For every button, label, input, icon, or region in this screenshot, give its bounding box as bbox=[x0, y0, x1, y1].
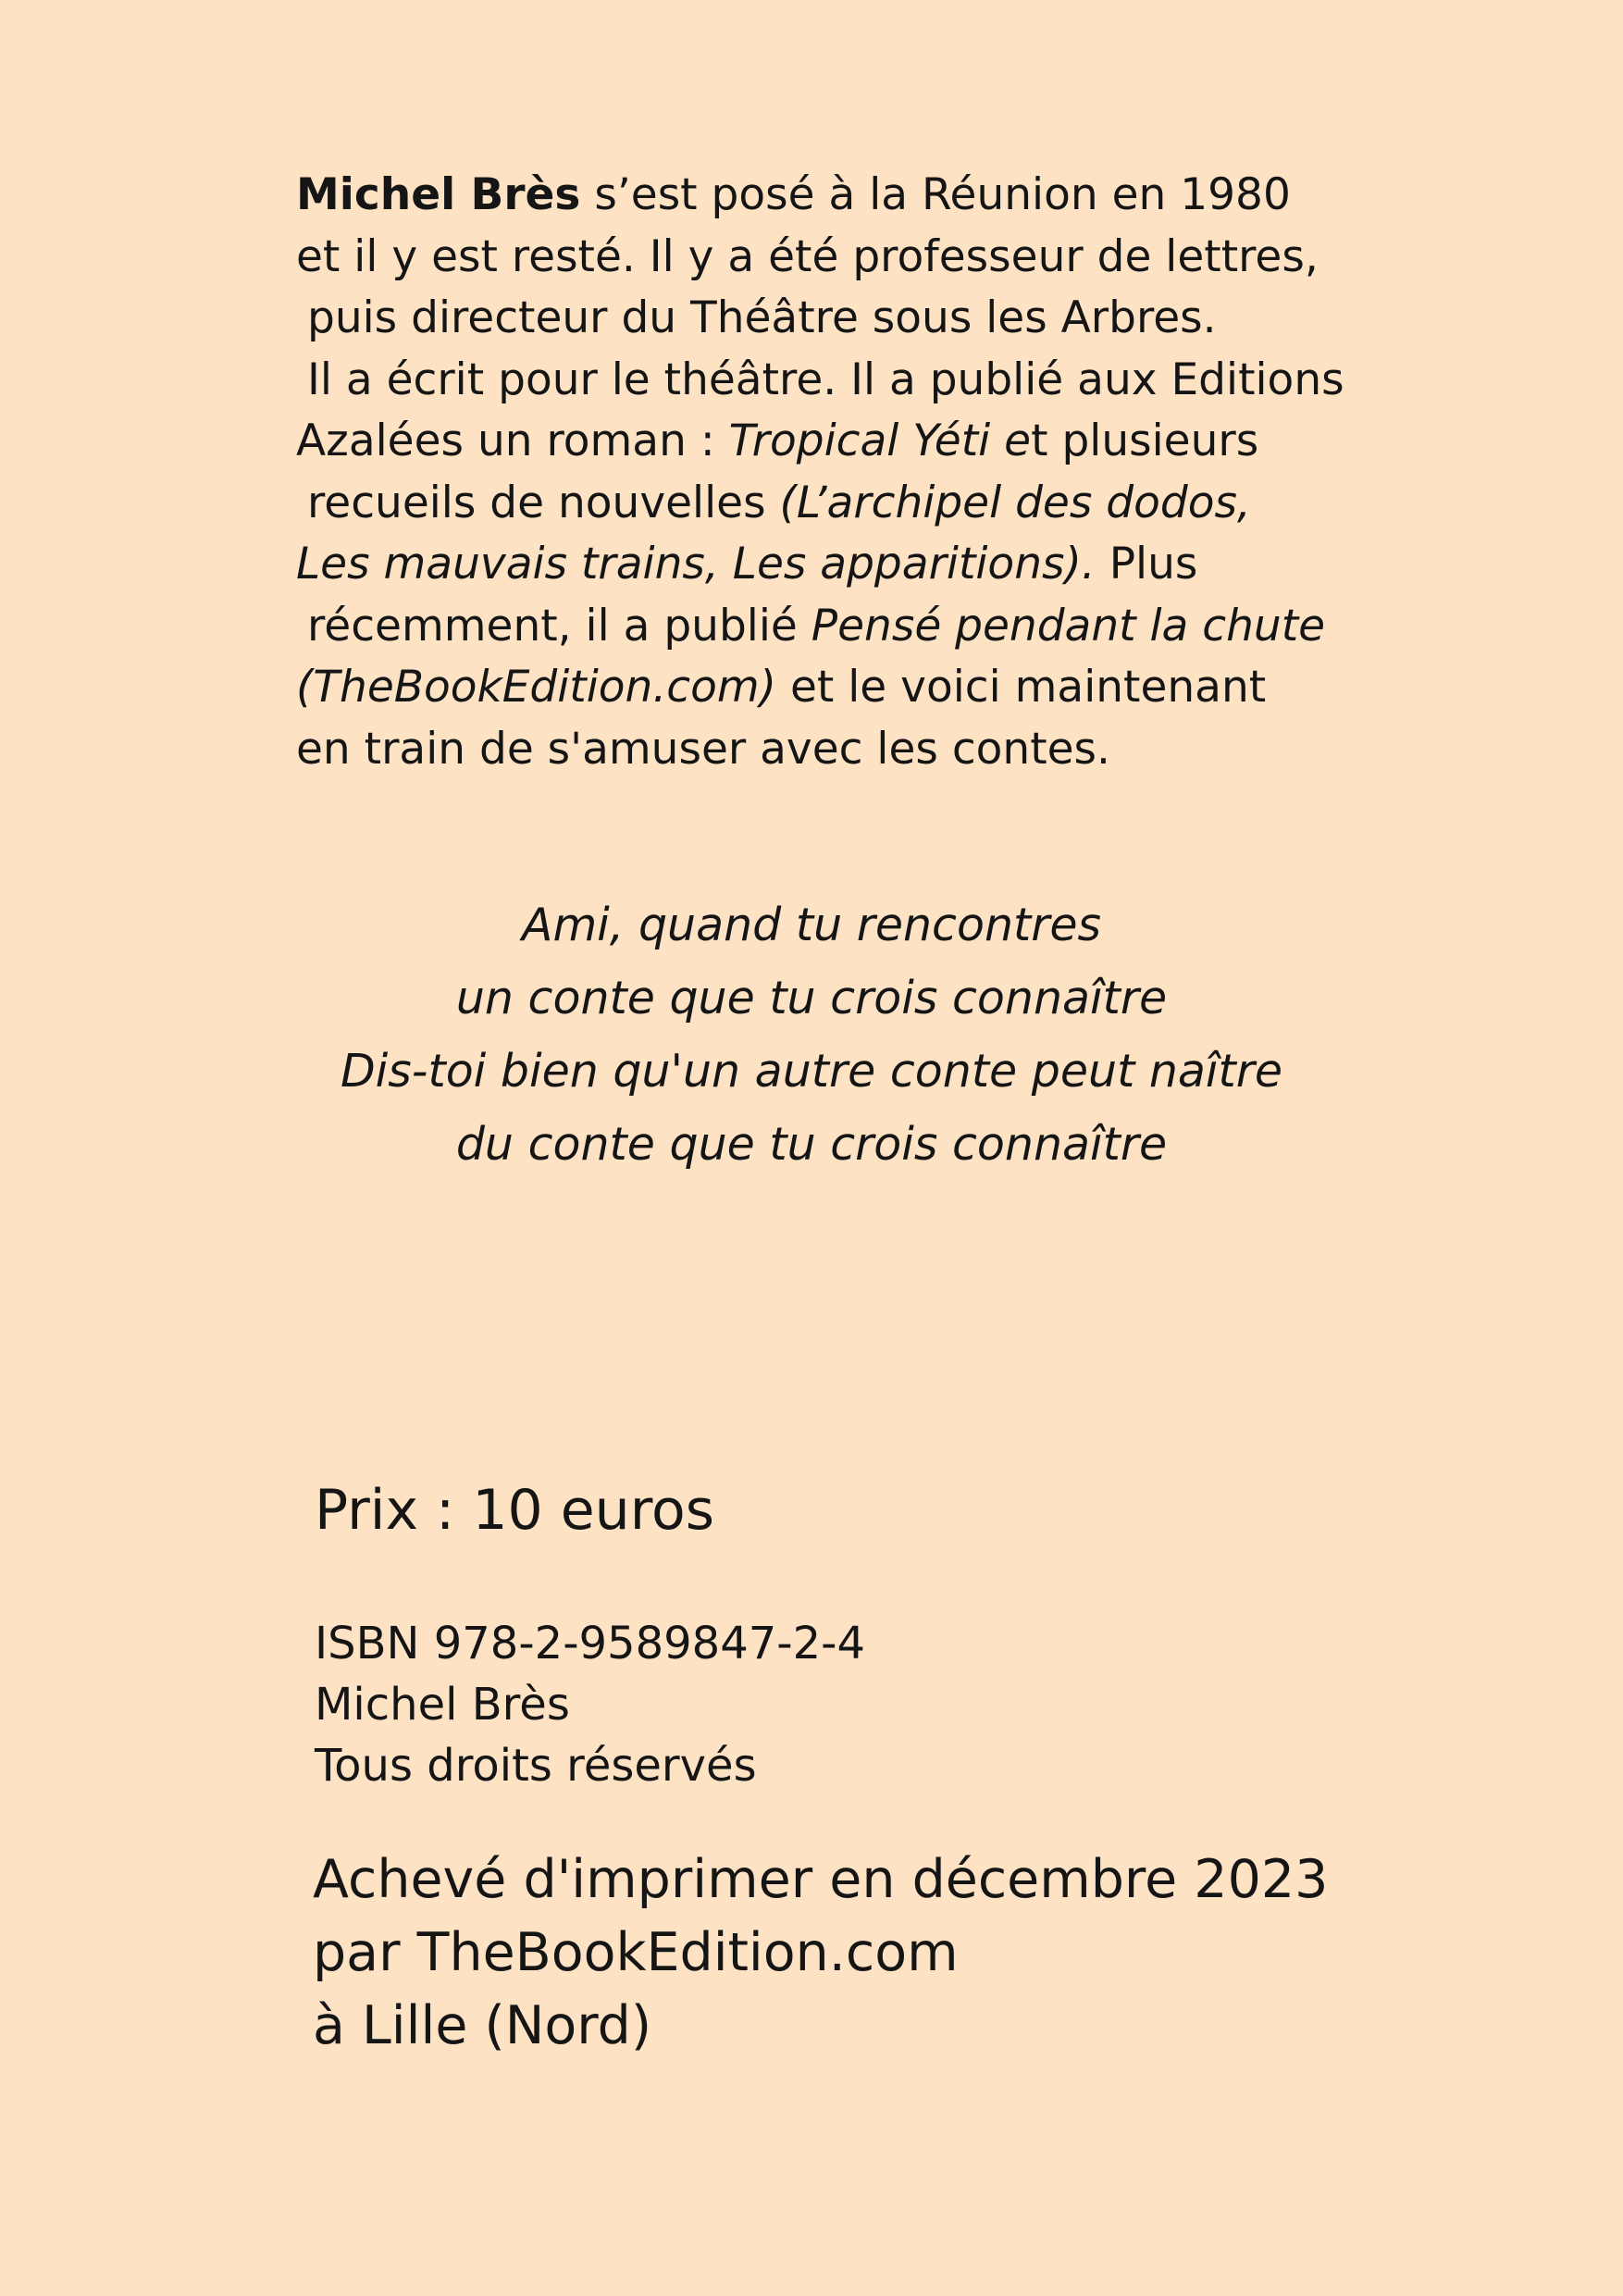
poem-line: Dis-toi bien qu'un autre conte peut naître bbox=[340, 1045, 1283, 1098]
book-title-tropical-yeti: Tropical Yéti e bbox=[728, 416, 1032, 466]
book-titles-collections-1: (L’archipel des dodos, bbox=[779, 477, 1251, 528]
bio-line-9 bbox=[296, 657, 1406, 719]
publisher-name: (TheBookEdition.com) bbox=[296, 662, 776, 713]
bio-line-6 bbox=[296, 473, 1406, 535]
bio-line-5 bbox=[296, 411, 1406, 473]
credits-author: Michel Brès bbox=[315, 1679, 570, 1731]
bio-line-2: et il y est resté. Il y a été professeur de lettres, bbox=[296, 230, 1319, 282]
poem bbox=[0, 888, 1623, 1181]
bio-line-7 bbox=[296, 534, 1406, 596]
bio-line-5-suffix: t plusieurs bbox=[1031, 416, 1259, 466]
author-biography bbox=[296, 165, 1406, 780]
bio-line-3: puis directeur du Théâtre sous les Arbres. bbox=[307, 292, 1217, 343]
printing-date: Achevé d'imprimer en décembre 2023 bbox=[313, 1849, 1329, 1910]
price: Prix : 10 euros bbox=[315, 1478, 715, 1543]
bio-line-5-prefix: Azalées un roman : bbox=[296, 416, 729, 466]
poem-line: du conte que tu crois connaître bbox=[455, 1118, 1168, 1171]
rights-notice: Tous droits réservés bbox=[315, 1740, 757, 1792]
bio-line-8 bbox=[296, 596, 1406, 658]
bio-line-9-suffix: et le voici maintenant bbox=[776, 662, 1267, 713]
printer-name: par TheBookEdition.com bbox=[313, 1922, 959, 1983]
book-credits bbox=[315, 1613, 865, 1796]
poem-line: Ami, quand tu rencontres bbox=[521, 899, 1102, 951]
bio-line-4: Il a écrit pour le théâtre. Il a publié aux Editions bbox=[307, 354, 1344, 405]
bio-line-6-prefix: recueils de nouvelles bbox=[307, 477, 780, 528]
book-titles-collections-2: Les mauvais trains, Les apparitions). bbox=[296, 539, 1096, 590]
printing-location: à Lille (Nord) bbox=[313, 1995, 652, 2056]
bio-line-8-prefix: récemment, il a publié bbox=[307, 600, 812, 652]
book-title-pense-pendant-la-chute: Pensé pendant la chute bbox=[811, 600, 1326, 652]
bio-line-10: en train de s'amuser avec les contes. bbox=[296, 723, 1110, 775]
isbn: ISBN 978-2-9589847-2-4 bbox=[315, 1618, 866, 1669]
bio-line-7-suffix: Plus bbox=[1095, 539, 1198, 590]
bio-line-1-text: s’est posé à la Réunion en 1980 bbox=[580, 169, 1291, 220]
printing-notice bbox=[313, 1843, 1328, 2063]
poem-line: un conte que tu crois connaître bbox=[455, 972, 1168, 1024]
bio-line-1 bbox=[296, 165, 1406, 227]
author-name: Michel Brès bbox=[296, 169, 581, 220]
